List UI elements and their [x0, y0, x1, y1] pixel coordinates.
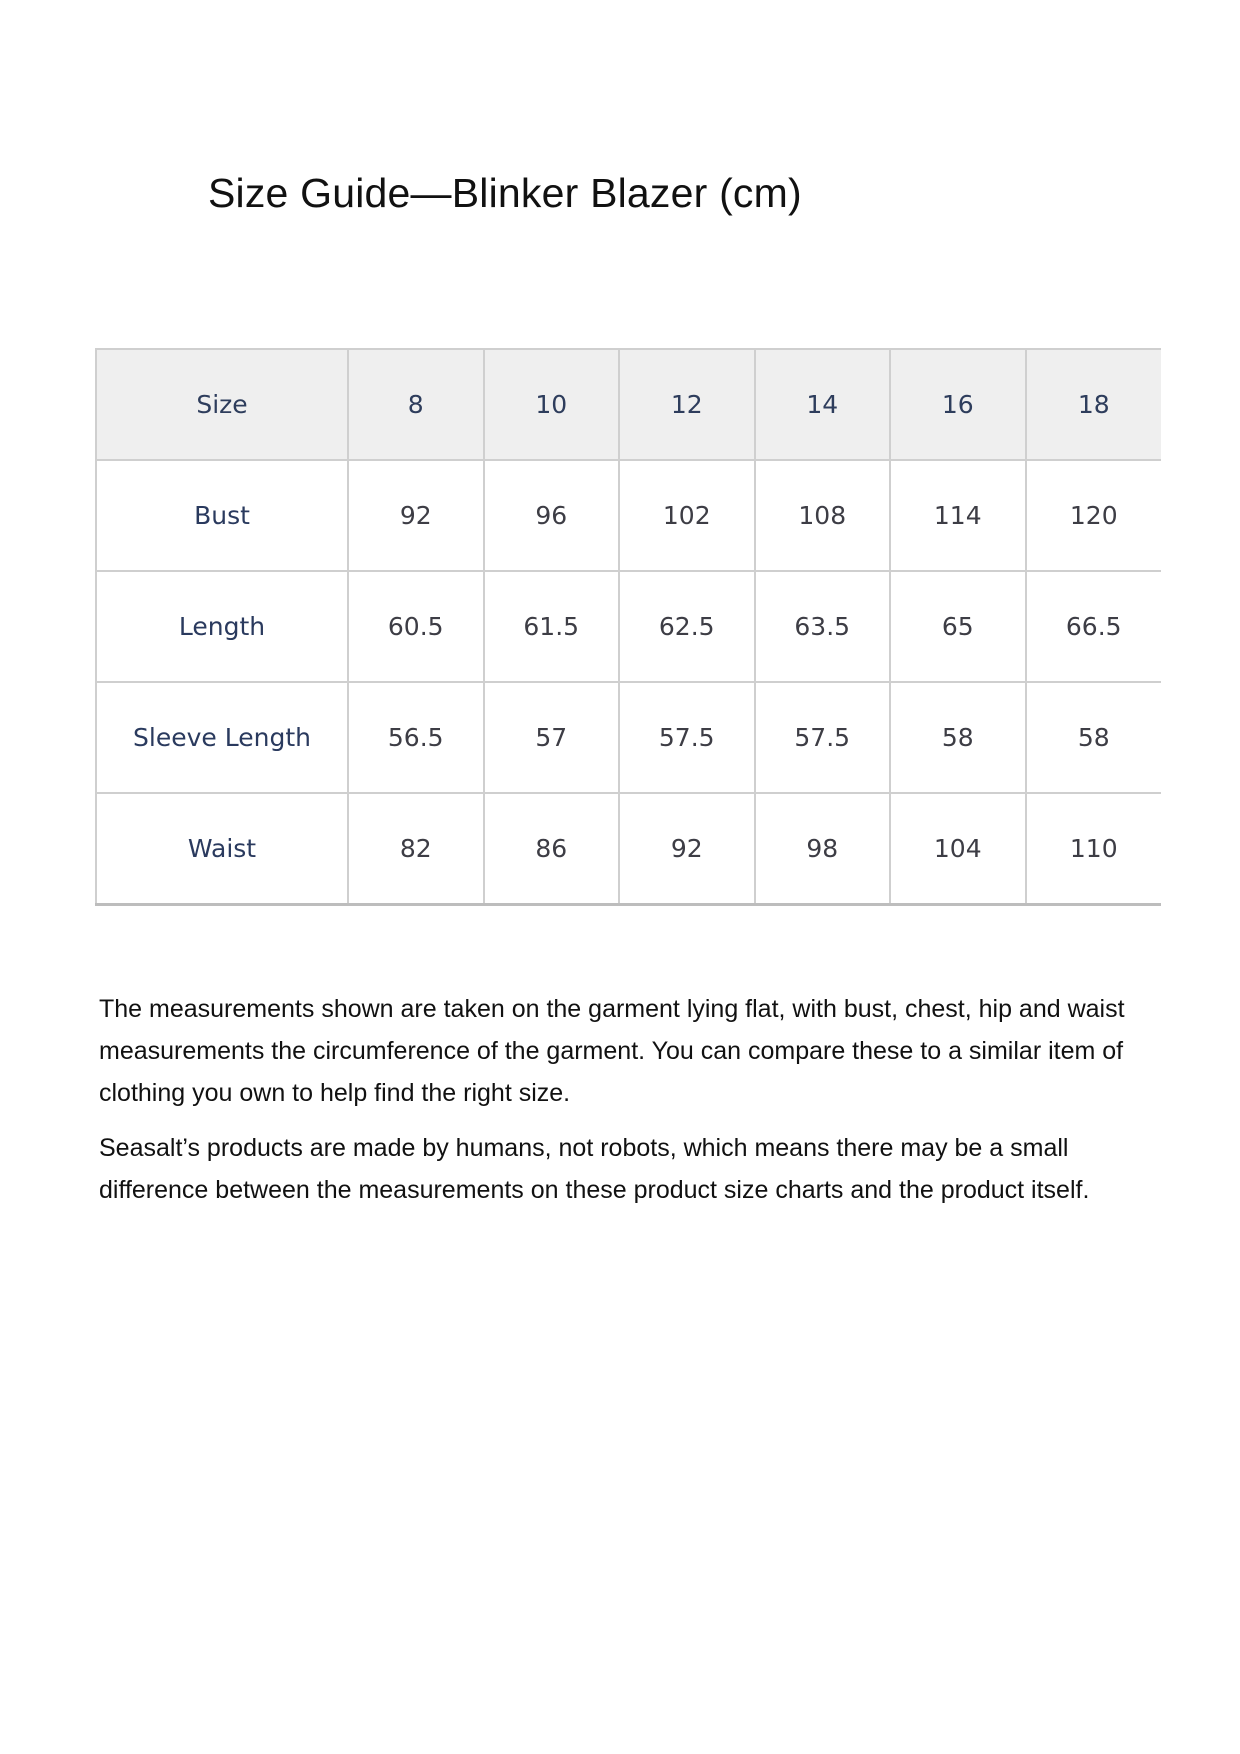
- table-cell: 108: [755, 460, 891, 571]
- row-label: Sleeve Length: [96, 682, 348, 793]
- header-size-8: 8: [348, 349, 484, 460]
- header-size-14: 14: [755, 349, 891, 460]
- measurement-notes: [99, 988, 1149, 1224]
- table-cell: 58: [1026, 682, 1162, 793]
- row-label: Bust: [96, 460, 348, 571]
- table-cell: 120: [1026, 460, 1162, 571]
- size-guide-table: [95, 348, 1161, 906]
- table-cell: 57.5: [619, 682, 755, 793]
- table-cell: 114: [890, 460, 1026, 571]
- disclaimer-paragraph: Seasalt’s products are made by humans, not robots, which means there may be a small difference between the measurements on these product size charts and the product itself.: [99, 1134, 1090, 1204]
- table-cell: 96: [484, 460, 620, 571]
- table-header-row: [96, 349, 1161, 460]
- table-cell: 92: [619, 793, 755, 905]
- table-cell: 82: [348, 793, 484, 905]
- row-label: Length: [96, 571, 348, 682]
- table-row-bust: [96, 460, 1161, 571]
- table-cell: 60.5: [348, 571, 484, 682]
- table-row-waist: [96, 793, 1161, 905]
- table-cell: 57: [484, 682, 620, 793]
- table-cell: 92: [348, 460, 484, 571]
- table-cell: 102: [619, 460, 755, 571]
- header-size-12: 12: [619, 349, 755, 460]
- table-cell: 57.5: [755, 682, 891, 793]
- header-size-10: 10: [484, 349, 620, 460]
- header-size-label: Size: [96, 349, 348, 460]
- measurement-note-paragraph: The measurements shown are taken on the garment lying flat, with bust, chest, hip and waist measurements the circumference of the garment. You can compare these to a similar item of clothing you own to help find the right size.: [99, 995, 1125, 1107]
- table-cell: 65: [890, 571, 1026, 682]
- table-cell: 104: [890, 793, 1026, 905]
- header-size-16: 16: [890, 349, 1026, 460]
- table-cell: 66.5: [1026, 571, 1162, 682]
- table-cell: 98: [755, 793, 891, 905]
- page-title: Size Guide—Blinker Blazer (cm): [208, 170, 802, 216]
- table-cell: 63.5: [755, 571, 891, 682]
- header-size-18: 18: [1026, 349, 1162, 460]
- table-cell: 58: [890, 682, 1026, 793]
- table-cell: 110: [1026, 793, 1162, 905]
- table-cell: 61.5: [484, 571, 620, 682]
- table-cell: 56.5: [348, 682, 484, 793]
- table-cell: 62.5: [619, 571, 755, 682]
- table-row-length: [96, 571, 1161, 682]
- table-row-sleeve-length: [96, 682, 1161, 793]
- row-label: Waist: [96, 793, 348, 905]
- table-cell: 86: [484, 793, 620, 905]
